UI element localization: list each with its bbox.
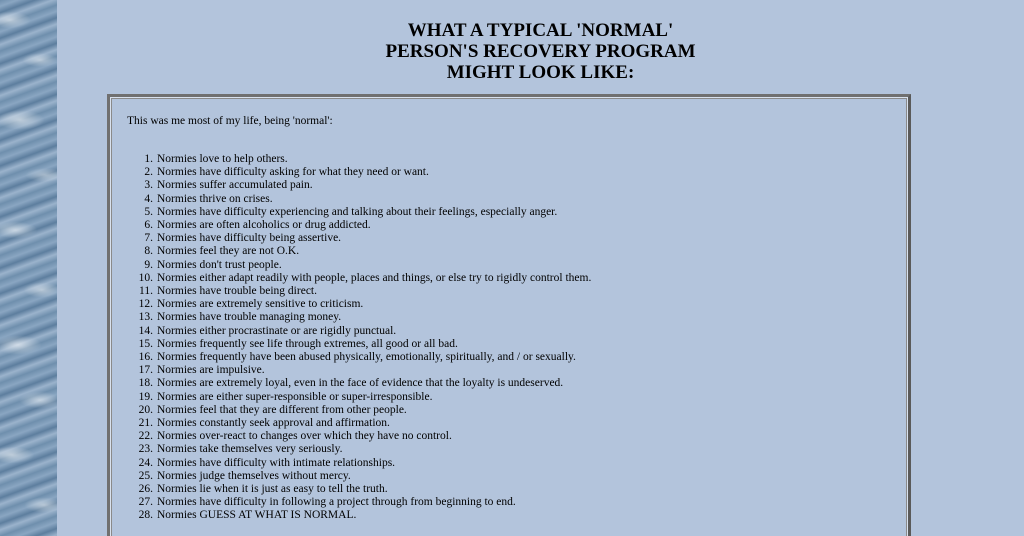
- list-item: [127, 325, 591, 338]
- list-item-number: 8.: [144, 245, 153, 258]
- list-item-text: Normies have trouble being direct.: [157, 285, 317, 298]
- list-item-text: Normies frequently see life through extremes, all good or all bad.: [157, 337, 458, 350]
- list-item-number: 1.: [144, 153, 153, 165]
- list-item-number: 28.: [138, 509, 153, 522]
- list-item: [127, 338, 591, 351]
- list-item-number: 4.: [144, 192, 153, 205]
- list-item-number: 20.: [138, 403, 153, 416]
- list-item: [127, 457, 591, 470]
- list-item-number: 24.: [138, 456, 153, 469]
- content-panel: [107, 94, 911, 536]
- list-item: [127, 509, 591, 522]
- list-item: [127, 377, 591, 390]
- title-line-2: PERSON'S RECOVERY PROGRAM: [385, 41, 696, 62]
- list-item-number: 21.: [138, 417, 153, 430]
- list-item-text: Normies thrive on crises.: [157, 192, 273, 205]
- list-item-text: Normies lie when it is just as easy to tell the truth.: [157, 483, 388, 496]
- list-item-text: Normies have difficulty asking for what they need or want.: [157, 166, 429, 179]
- list-item-number: 10.: [138, 271, 153, 284]
- list-item-number: 19.: [138, 390, 153, 403]
- list-item-number: 23.: [138, 443, 153, 456]
- list-item: [127, 483, 591, 496]
- list-item-number: 6.: [144, 219, 153, 232]
- list-item-text: Normies either procrastinate or are rigidly punctual.: [157, 324, 397, 337]
- list-item-number: 12.: [138, 298, 153, 311]
- list-item: [127, 285, 591, 298]
- list-item: [127, 417, 591, 430]
- list-item-text: Normies have difficulty being assertive.: [157, 232, 342, 245]
- list-item-number: 17.: [138, 364, 153, 377]
- list-item-text: Normies take themselves very seriously.: [157, 443, 343, 456]
- list-item: [127, 272, 591, 285]
- list-item-text: Normies are extremely sensitive to criticism.: [157, 298, 364, 311]
- list-item-number: 7.: [144, 232, 153, 245]
- list-item-text: Normies don't trust people.: [157, 258, 282, 271]
- normies-list: [127, 153, 591, 523]
- list-item-text: Normies frequently have been abused physically, emotionally, spiritually, and / or sexually.: [157, 351, 576, 364]
- list-item-text: Normies over-react to changes over which they have no control.: [157, 430, 452, 443]
- list-item-number: 18.: [138, 377, 153, 390]
- list-item-number: 11.: [139, 285, 153, 298]
- list-item: [127, 153, 591, 166]
- intro-text: This was me most of my life, being 'normal':: [127, 115, 333, 127]
- list-item: [127, 470, 591, 483]
- list-item-text: Normies have difficulty with intimate relationships.: [157, 456, 396, 469]
- title-line-3: MIGHT LOOK LIKE:: [446, 62, 635, 83]
- list-item: [127, 259, 591, 272]
- list-item-text: Normies either adapt readily with people, places and things, or else try to rigidly control them.: [157, 271, 592, 284]
- list-item-text: Normies are impulsive.: [157, 364, 265, 377]
- list-item-number: 15.: [138, 337, 153, 350]
- list-item: [127, 430, 591, 443]
- list-item-text: Normies love to help others.: [157, 153, 288, 165]
- list-item: [127, 443, 591, 456]
- list-item-text: Normies have trouble managing money.: [157, 311, 342, 324]
- list-item-text: Normies are extremely loyal, even in the face of evidence that the loyalty is undeserved.: [157, 377, 564, 390]
- list-item-text: Normies are often alcoholics or drug addicted.: [157, 219, 371, 232]
- list-item-text: Normies constantly seek approval and affirmation.: [157, 417, 390, 430]
- list-item-number: 13.: [138, 311, 153, 324]
- list-item: [127, 298, 591, 311]
- list-item-number: 2.: [144, 166, 153, 179]
- list-item: [127, 193, 591, 206]
- list-item-text: Normies GUESS AT WHAT IS NORMAL.: [157, 509, 357, 522]
- list-item-number: 3.: [144, 179, 153, 192]
- list-item: [127, 232, 591, 245]
- list-item-number: 22.: [138, 430, 153, 443]
- list-item-text: Normies judge themselves without mercy.: [157, 469, 351, 482]
- list-item: [127, 391, 591, 404]
- list-item-number: 14.: [138, 324, 153, 337]
- list-item-text: Normies have difficulty experiencing and talking about their feelings, especially anger.: [157, 205, 558, 218]
- list-item: [127, 311, 591, 324]
- list-item-number: 27.: [138, 496, 153, 509]
- title-line-1: WHAT A TYPICAL 'NORMAL': [407, 20, 674, 41]
- list-item-number: 9.: [144, 258, 153, 271]
- list-item-number: 25.: [138, 469, 153, 482]
- list-item-number: 26.: [138, 483, 153, 496]
- list-item: [127, 166, 591, 179]
- list-item: [127, 496, 591, 509]
- list-item: [127, 351, 591, 364]
- marble-background-strip: [0, 0, 57, 536]
- list-item-text: Normies feel that they are different from other people.: [157, 403, 407, 416]
- list-item-text: Normies suffer accumulated pain.: [157, 179, 313, 192]
- list-item: [127, 364, 591, 377]
- list-item-text: Normies are either super-responsible or super-irresponsible.: [157, 390, 433, 403]
- list-item: [127, 404, 591, 417]
- list-item-text: Normies have difficulty in following a project through from beginning to end.: [157, 496, 516, 509]
- list-item: [127, 179, 591, 192]
- list-item: [127, 206, 591, 219]
- list-item-number: 5.: [144, 205, 153, 218]
- list-item: [127, 245, 591, 258]
- page-title: [57, 20, 1024, 83]
- list-item-number: 16.: [138, 351, 153, 364]
- list-item: [127, 219, 591, 232]
- list-item-text: Normies feel they are not O.K.: [157, 245, 300, 258]
